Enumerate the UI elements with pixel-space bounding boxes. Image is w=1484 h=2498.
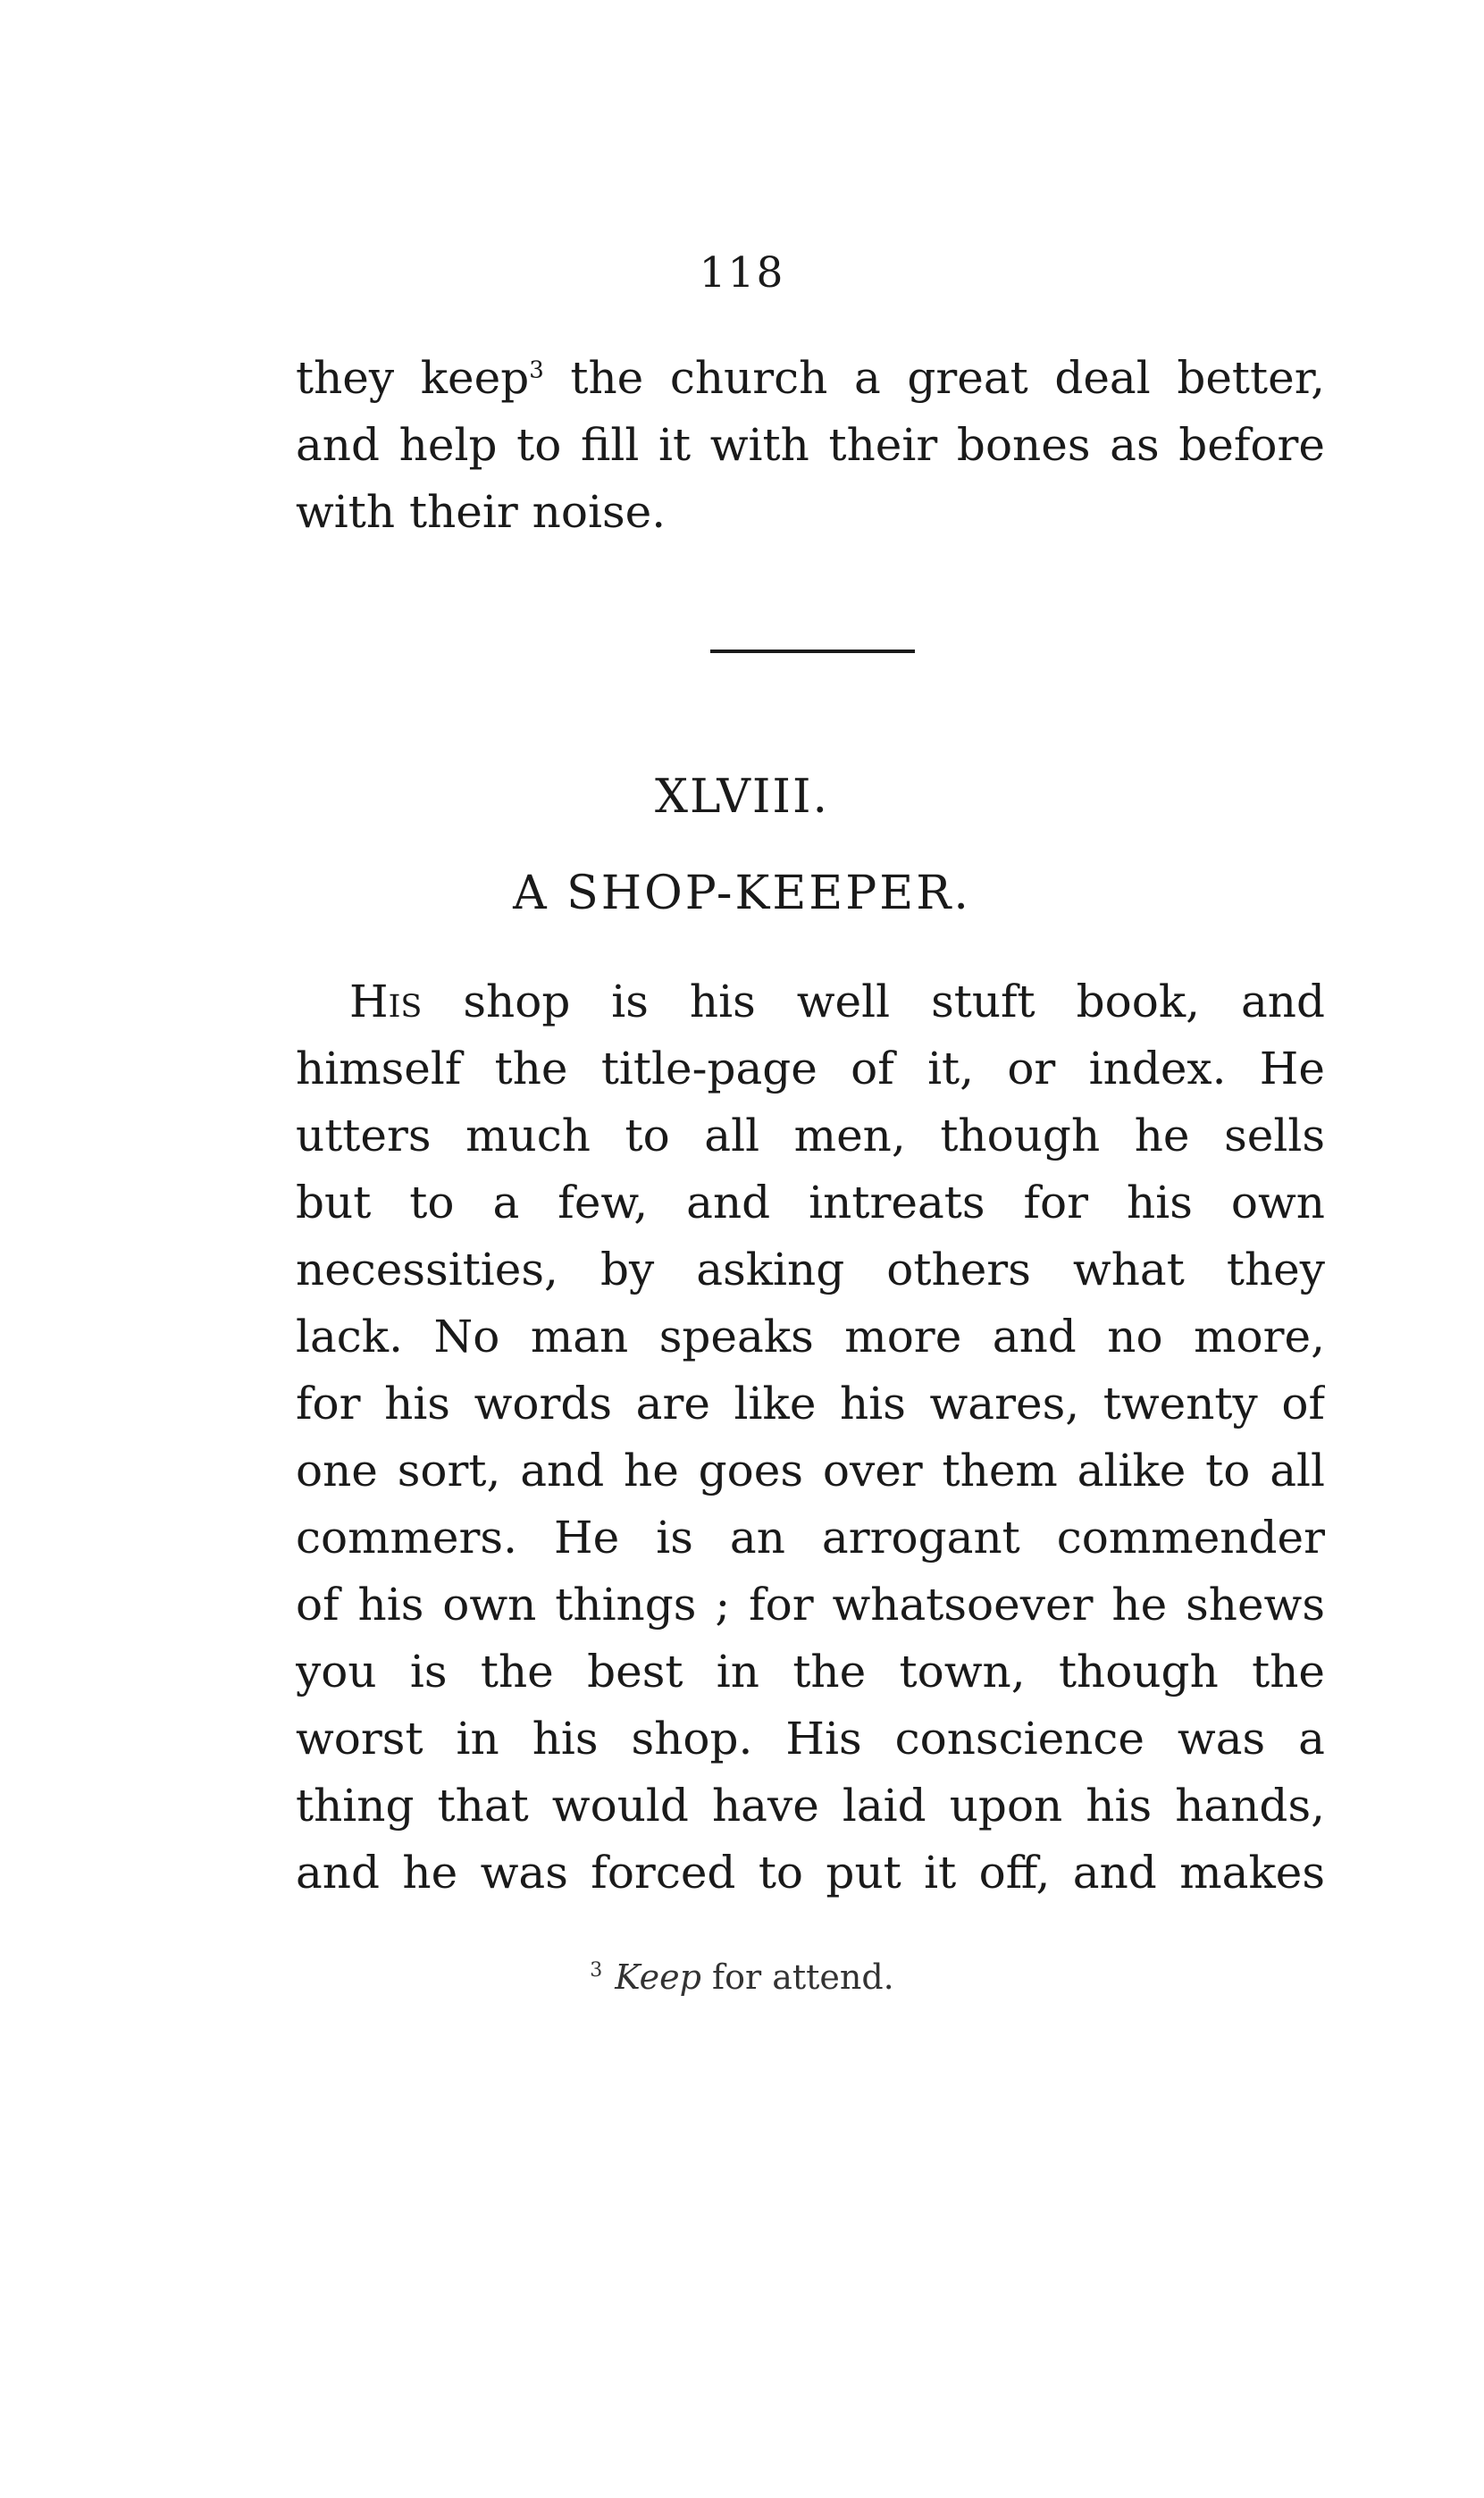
text-line: thing that would have laid upon his hands, <box>296 1780 1325 1832</box>
text-segment: they keep <box>296 352 530 404</box>
text-line: with their noise. <box>296 486 667 538</box>
section-body <box>296 968 1325 1907</box>
text-line: worst in his shop. His conscience was a <box>296 1713 1325 1765</box>
text-line: utters much to all men, though he sells <box>296 1110 1325 1161</box>
text-line: and he was forced to put it off, and makes <box>296 1847 1325 1899</box>
section-title: A SHOP-KEEPER. <box>513 867 971 920</box>
text-line: commers. He is an arrogant commender <box>296 1512 1325 1563</box>
text-line: of his own things ; for whatsoever he shews <box>296 1579 1325 1630</box>
opening-word: His <box>349 976 423 1027</box>
text-line: but to a few, and intreats for his own <box>296 1177 1325 1228</box>
footnote-marker: 3 <box>590 1959 603 1982</box>
text-line: himself the title-page of it, or index. He <box>296 1043 1325 1094</box>
text-segment: shop is his well stuft book, and <box>422 976 1325 1027</box>
text-line: necessities, by asking others what they <box>296 1244 1325 1295</box>
footnote-text: for attend. <box>700 1957 894 1997</box>
page-number: 118 <box>699 248 785 298</box>
footnote-reference: 3 <box>529 356 544 384</box>
text-segment: the church a great deal better, <box>543 352 1325 404</box>
footnote <box>0 1957 1484 1997</box>
continuation-paragraph <box>296 345 1325 546</box>
text-line: for his words are like his wares, twenty of <box>296 1378 1325 1429</box>
section-number: XLVIII. <box>654 770 830 824</box>
text-line <box>296 345 1325 412</box>
text-line: lack. No man speaks more and no more, <box>296 1311 1325 1362</box>
footnote-term: Keep <box>615 1957 701 1997</box>
text-line: one sort, and he goes over them alike to all <box>296 1445 1325 1496</box>
text-line: you is the best in the town, though the <box>296 1646 1325 1697</box>
text-line <box>296 968 1325 1035</box>
section-divider <box>710 650 915 653</box>
text-line: and help to fill it with their bones as before <box>296 419 1325 471</box>
